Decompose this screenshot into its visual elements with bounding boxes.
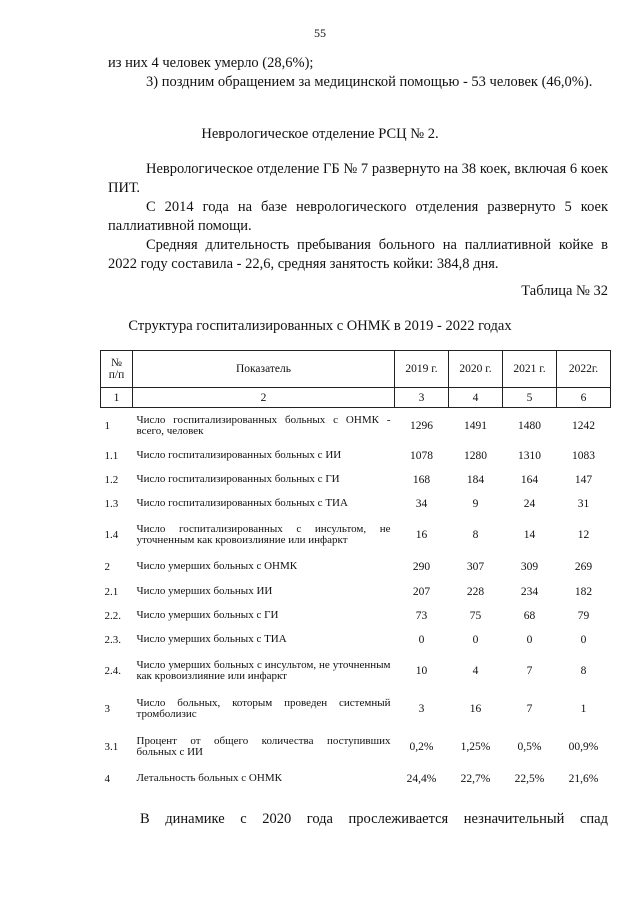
cell-2020: 228 <box>466 585 485 598</box>
cell-2020: 0 <box>472 633 479 646</box>
row-label: Число госпитализированных с инсультом, не уточненным как кровоизлияние или инфаркт <box>136 522 391 546</box>
cell-2019: 16 <box>415 528 428 541</box>
section-heading: Неврологическое отделение РСЦ № 2. <box>201 126 439 142</box>
column-number: 3 <box>395 388 449 408</box>
cell-2022: 1 <box>580 702 587 715</box>
cell-2022: 147 <box>574 473 593 486</box>
row-label: Число госпитализированных больных с ИИ <box>136 449 342 461</box>
cell-2021: 309 <box>520 560 539 573</box>
row-label: Число умерших больных с ОНМК <box>136 560 298 572</box>
cell-2021: 7 <box>526 702 533 715</box>
row-number: 3 <box>104 702 110 715</box>
cell-2020: 1,25% <box>460 740 491 753</box>
cell-2022: 269 <box>574 560 593 573</box>
header-2022: 2022г. <box>557 351 611 388</box>
column-number: 2 <box>133 388 395 408</box>
column-number: 1 <box>101 388 133 408</box>
cell-2022: 8 <box>580 664 587 677</box>
cell-2022: 1083 <box>572 449 595 462</box>
cell-2022: 21,6% <box>568 772 599 785</box>
cell-2021: 24 <box>523 497 536 510</box>
cell-2019: 290 <box>412 560 431 573</box>
cell-2019: 207 <box>412 585 431 598</box>
cell-2020: 8 <box>472 528 479 541</box>
cell-2022: 31 <box>577 497 590 510</box>
cell-2022: 182 <box>574 585 593 598</box>
row-number: 2.1 <box>104 585 119 598</box>
column-number: 6 <box>557 388 611 408</box>
table-row <box>101 728 611 766</box>
table-row <box>101 516 611 554</box>
row-number: 1.4 <box>104 528 119 541</box>
row-number: 4 <box>104 772 110 785</box>
section-paragraph-1: Неврологическое отделение ГБ № 7 развернуто на 38 коек, включая 6 коек ПИТ. <box>108 161 608 196</box>
table-row <box>101 444 611 468</box>
table-row <box>101 766 611 792</box>
cell-2021: 1310 <box>518 449 541 462</box>
header-2021: 2021 г. <box>503 351 557 388</box>
cell-2021: 0 <box>526 633 533 646</box>
cell-2019: 0 <box>418 633 425 646</box>
intro-line: из них 4 человек умерло (28,6%); <box>108 55 314 71</box>
column-number: 5 <box>503 388 557 408</box>
cell-2022: 79 <box>577 609 590 622</box>
row-number: 1.2 <box>104 473 119 486</box>
row-number: 2.3. <box>104 633 121 646</box>
cell-2022: 12 <box>577 528 590 541</box>
cell-2021: 22,5% <box>514 772 545 785</box>
cell-2020: 1491 <box>464 419 487 432</box>
row-label: Число умерших больных с ГИ <box>136 609 279 621</box>
cell-2019: 0,2% <box>409 740 434 753</box>
cell-2019: 3 <box>418 702 425 715</box>
cell-2022: 00,9% <box>568 740 599 753</box>
table-column-numbers <box>101 388 611 408</box>
section-paragraph-3: Средняя длительность пребывания больного на паллиативной койке в 2022 году составила - 22,6, средняя занятость койки: 384,8 дня. <box>108 237 608 272</box>
cell-2020: 16 <box>469 702 482 715</box>
table-row <box>101 652 611 690</box>
cell-2019: 24,4% <box>406 772 437 785</box>
row-number: 1.1 <box>104 449 119 462</box>
cell-2019: 34 <box>415 497 428 510</box>
table-caption: Структура госпитализированных с ОНМК в 2019 - 2022 годах <box>128 318 512 334</box>
row-label: Число умерших больных с ТИА <box>136 633 287 645</box>
table-row <box>101 492 611 516</box>
cell-2020: 9 <box>472 497 479 510</box>
cell-2019: 168 <box>412 473 431 486</box>
intro-item-3: 3) поздним обращением за медицинской помощью - 53 человек (46,0%). <box>146 74 593 90</box>
cell-2019: 10 <box>415 664 428 677</box>
data-table <box>100 350 611 792</box>
row-label: Число госпитализированных больных с ТИА <box>136 497 348 509</box>
table-row <box>101 408 611 444</box>
table-row <box>101 690 611 728</box>
table-row <box>101 628 611 652</box>
cell-2020: 22,7% <box>460 772 491 785</box>
row-label: Число умерших больных ИИ <box>136 585 273 597</box>
row-number: 1 <box>104 419 110 432</box>
table-row <box>101 468 611 492</box>
cell-2021: 164 <box>520 473 539 486</box>
cell-2021: 14 <box>523 528 536 541</box>
row-number: 2.4. <box>104 664 121 677</box>
cell-2020: 184 <box>466 473 485 486</box>
row-number: 1.3 <box>104 497 119 510</box>
row-label: Процент от общего количества поступивших больных с ИИ <box>136 734 391 758</box>
cell-2022: 0 <box>580 633 587 646</box>
cell-2021: 1480 <box>518 419 541 432</box>
row-number: 2 <box>104 560 110 573</box>
cell-2021: 234 <box>520 585 539 598</box>
table-header-row <box>101 351 611 388</box>
cell-2022: 1242 <box>572 419 595 432</box>
cell-2021: 7 <box>526 664 533 677</box>
page-number: 55 <box>314 26 326 40</box>
row-label: Число госпитализированных больных с ГИ <box>136 473 340 485</box>
closing-paragraph: В динамике с 2020 года прослеживается незначительный спад <box>140 811 608 827</box>
cell-2019: 73 <box>415 609 428 622</box>
row-label: Летальность больных с ОНМК <box>136 772 282 784</box>
header-2019: 2019 г. <box>395 351 449 388</box>
header-indicator: Показатель <box>133 351 395 388</box>
table-row <box>101 554 611 580</box>
cell-2020: 1280 <box>464 449 487 462</box>
row-number: 2.2. <box>104 609 121 622</box>
cell-2020: 4 <box>472 664 479 677</box>
cell-2019: 1296 <box>410 419 433 432</box>
header-2020: 2020 г. <box>449 351 503 388</box>
header-number: № п/п <box>101 351 133 388</box>
section-paragraph-2: С 2014 года на базе неврологического отделения развернуто 5 коек паллиативной помощи. <box>108 199 608 234</box>
cell-2019: 1078 <box>410 449 433 462</box>
row-label: Число умерших больных с инсультом, не уточненным как кровоизлияние или инфаркт <box>136 658 391 682</box>
row-label: Число больных, которым проведен системный тромболизис <box>136 696 391 720</box>
row-label: Число госпитализированных больных с ОНМК - всего, человек <box>136 413 391 437</box>
table-row <box>101 580 611 604</box>
cell-2021: 68 <box>523 609 536 622</box>
column-number: 4 <box>449 388 503 408</box>
table-row <box>101 604 611 628</box>
table-label: Таблица № 32 <box>521 283 608 299</box>
cell-2021: 0,5% <box>517 740 542 753</box>
cell-2020: 307 <box>466 560 485 573</box>
row-number: 3.1 <box>104 740 119 753</box>
cell-2020: 75 <box>469 609 482 622</box>
